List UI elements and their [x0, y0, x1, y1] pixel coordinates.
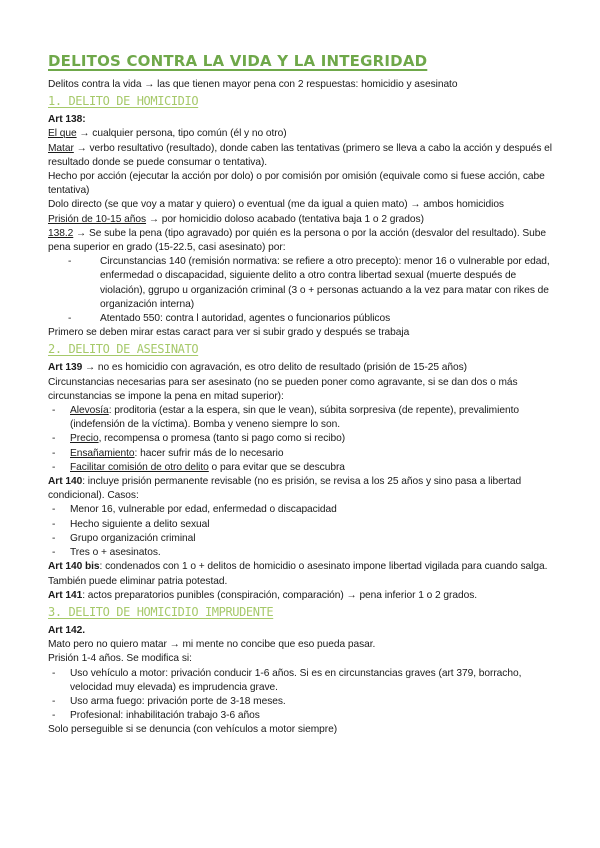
- document-page: [48, 50, 563, 738]
- ensanamiento-term: Ensañamiento: [70, 447, 135, 459]
- el-que-paragraph: [48, 127, 563, 141]
- art-140-bis-text: : condenados con 1 o + delitos de homicidio o asesinato impone libertad vigilada para cuando salga. También puede eliminar patria potestad.: [48, 561, 548, 587]
- list-item: [48, 404, 563, 432]
- intro-text: Delitos contra la vida → las que tienen mayor pena con 2 respuestas: homicidio y asesinato: [48, 79, 458, 90]
- alevosia-text: : proditoria (estar a la espera, sin que le vean), súbita sorpresiva (de repente), prevalimiento (indefensión de la víctima). Bomba y veneno siempre lo son.: [70, 405, 519, 431]
- art-139-label: Art 139: [48, 362, 83, 374]
- art-141-text: : actos preparatorios punibles (conspiración, comparación) → pena inferior 1 o 2 grados.: [82, 589, 478, 601]
- list-item: - Circunstancias 140 (remisión normativa: se refiere a otro precepto): menor 16 o vulnerable por edad, enfermedad o discapacidad, siguiente delito a otro contra libertad sexual (muerte después de violación), ggrupo u organización criminal (3 o + personas actuando a la vez para matar con rikes de organización interna): [48, 255, 563, 312]
- list-item: - Uso arma fuego: privación porte de 3-18 meses.: [48, 695, 563, 709]
- section-heading-asesinato: 2. DELITO DE ASESINATO: [48, 342, 199, 357]
- el-que-term: El que: [48, 128, 77, 140]
- section3-closing: Solo perseguible si se denuncia (con vehículos a motor siempre): [48, 724, 338, 736]
- list-item: - Hecho siguiente a delito sexual: [48, 518, 563, 532]
- ensanamiento-text: : hacer sufrir más de lo necesario: [134, 447, 284, 459]
- art-140-label: Art 140: [48, 476, 83, 488]
- list-item: [48, 447, 563, 461]
- article-138-label: Art 138:: [48, 114, 86, 126]
- list-item: [48, 461, 563, 475]
- list-item: - Grupo organización criminal: [48, 532, 563, 546]
- art-138-2-term: 138.2: [48, 227, 74, 239]
- list-item: - Uso vehículo a motor: privación conducir 1-6 años. Si es en circunstancias graves (art 379, borracho, velocidad muy elevada) es imprudencia grave.: [48, 667, 563, 695]
- imprudente-line-1: Mato pero no quiero matar → mi mente no concibe que eso pueda pasar.: [48, 639, 376, 651]
- section1-closing: Primero se deben mirar estas caract para ver si subir grado y después se trabaja: [48, 327, 410, 339]
- matar-paragraph: [48, 142, 563, 170]
- matar-term: Matar: [48, 142, 74, 154]
- modificadores-list: [48, 667, 563, 724]
- list-item: - Profesional: inhabilitación trabajo 3-6 años: [48, 709, 563, 723]
- facilitar-text: o para evitar que se descubra: [208, 461, 345, 473]
- agravantes-list: [48, 255, 563, 326]
- precio-term: Precio: [70, 433, 99, 445]
- accion-paragraph: Hecho por acción (ejecutar la acción por dolo) o por comisión por omisión (equivale como si fuese acción, cabe tentativa): [48, 171, 545, 197]
- section-heading-homicidio-imprudente: 3. DELITO DE HOMICIDIO IMPRUDENTE: [48, 604, 274, 619]
- art-138-2-text: → Se sube la pena (tipo agravado) por quién es la persona o por la acción (desvalor del resultado). Sube pena superior en grado (15-22.5, casi asesinato) por:: [48, 227, 546, 254]
- art-140-cases-list: [48, 503, 563, 560]
- circunstancias-list: [48, 404, 563, 475]
- list-item: - Menor 16, vulnerable por edad, enfermedad o discapacidad: [48, 503, 563, 517]
- art-141-label: Art 141: [48, 589, 83, 601]
- matar-text: → verbo resultativo (resultado), donde caben las tentativas (primero se lleva a cabo la acción y después el resultado donde se puede consumar o tentativa).: [48, 142, 552, 168]
- document-title: DELITOS CONTRA LA VIDA Y LA INTEGRIDAD: [48, 52, 428, 70]
- list-item: [48, 432, 563, 446]
- circunstancias-paragraph: Circunstancias necesarias para ser asesinato (no se pueden poner como agravante, si se dan dos o más circunstancias se impone la pena en mitad superior):: [48, 376, 518, 402]
- article-142-label: Art 142.: [48, 624, 85, 636]
- prision-paragraph: [48, 213, 563, 227]
- art-139-paragraph: [48, 361, 563, 375]
- art-140-text: : incluye prisión permanente revisable (no es prisión, se revisa a los 25 años y sino pasa a libertad condicional). Casos:: [48, 476, 522, 502]
- facilitar-term: Facilitar comisión de otro delito: [70, 461, 209, 473]
- el-que-text: → cualquier persona, tipo común (él y no otro): [76, 128, 287, 140]
- alevosia-term: Alevosía: [70, 405, 109, 417]
- prision-term: Prisión de 10-15 años: [48, 213, 147, 225]
- precio-text: , recompensa o promesa (tanto si pago como si recibo): [98, 433, 346, 445]
- list-item: - Tres o + asesinatos.: [48, 546, 563, 560]
- art-140-paragraph: [48, 475, 563, 503]
- art-140-bis-label: Art 140 bis: [48, 561, 100, 573]
- art-138-2-paragraph: [48, 227, 563, 255]
- imprudente-line-2: Prisión 1-4 años. Se modifica si:: [48, 653, 192, 665]
- dolo-paragraph: Dolo directo (se que voy a matar y quiero) o eventual (me da igual a quien mato) → ambos homicidios: [48, 199, 504, 211]
- art-139-text: → no es homicidio con agravación, es otro delito de resultado (prisión de 15-25 años): [82, 362, 467, 374]
- art-141-paragraph: [48, 589, 563, 603]
- art-140-bis-paragraph: [48, 560, 563, 588]
- section-heading-homicidio: 1. DELITO DE HOMICIDIO: [48, 94, 199, 109]
- list-item: - Atentado 550: contra l autoridad, agentes o funcionarios públicos: [48, 312, 563, 326]
- prision-text: → por homicidio doloso acabado (tentativa baja 1 o 2 grados): [146, 213, 424, 225]
